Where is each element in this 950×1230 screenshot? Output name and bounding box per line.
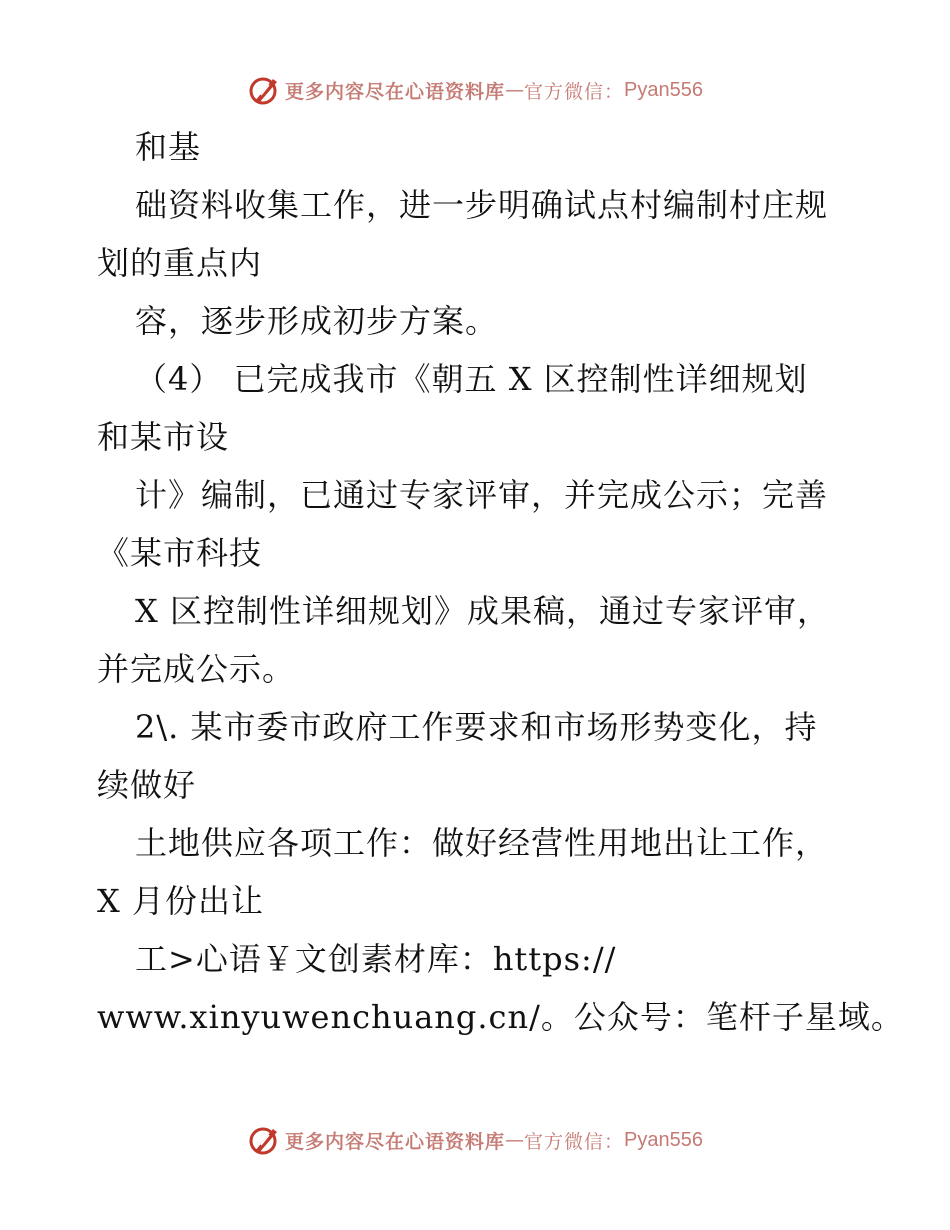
banner-wechat-id: Pyan556 — [624, 78, 703, 101]
text-line: 和某市设 — [97, 418, 230, 456]
text-line: 《某市科技 — [97, 534, 263, 572]
banner-site-name: 更多内容尽在心语资料库 — [285, 80, 506, 103]
text-line: www.xinyuwenchuang.cn/。公众号：笔杆子星域。 — [97, 998, 904, 1036]
quill-pen-logo-icon — [247, 1123, 281, 1157]
text-line: 计》编制，已通过专家评审，并完成公示；完善 — [135, 476, 829, 514]
document-body — [97, 118, 927, 1046]
quill-pen-logo-icon — [247, 73, 281, 107]
text-line: X 月份出让 — [97, 882, 264, 920]
text-line: 工>心语￥文创素材库：https:// — [135, 940, 617, 978]
header-banner — [0, 70, 950, 110]
banner-wechat-id: Pyan556 — [624, 1128, 703, 1151]
text-line: 划的重点内 — [97, 244, 263, 282]
banner-dash: — — [505, 79, 525, 101]
text-line: 和基 — [135, 128, 202, 166]
text-line: 2\. 某市委市政府工作要求和市场形势变化，持 — [135, 708, 818, 746]
text-line: 容，逐步形成初步方案。 — [135, 302, 499, 340]
text-line: 并完成公示。 — [97, 650, 296, 688]
text-line: 续做好 — [97, 766, 197, 804]
text-line: X 区控制性详细规划》成果稿，通过专家评审， — [135, 592, 830, 630]
text-line: （4） 已完成我市《朝五 X 区控制性详细规划 — [135, 360, 808, 398]
banner-wechat-label: 官方微信： — [524, 1130, 625, 1153]
banner-dash: — — [505, 1129, 525, 1151]
text-line: 土地供应各项工作：做好经营性用地出让工作， — [135, 824, 829, 862]
text-line: 础资料收集工作，进一步明确试点村编制村庄规 — [135, 186, 829, 224]
banner-wechat-label: 官方微信： — [524, 80, 625, 103]
banner-site-name: 更多内容尽在心语资料库 — [285, 1130, 506, 1153]
footer-banner — [0, 1120, 950, 1160]
